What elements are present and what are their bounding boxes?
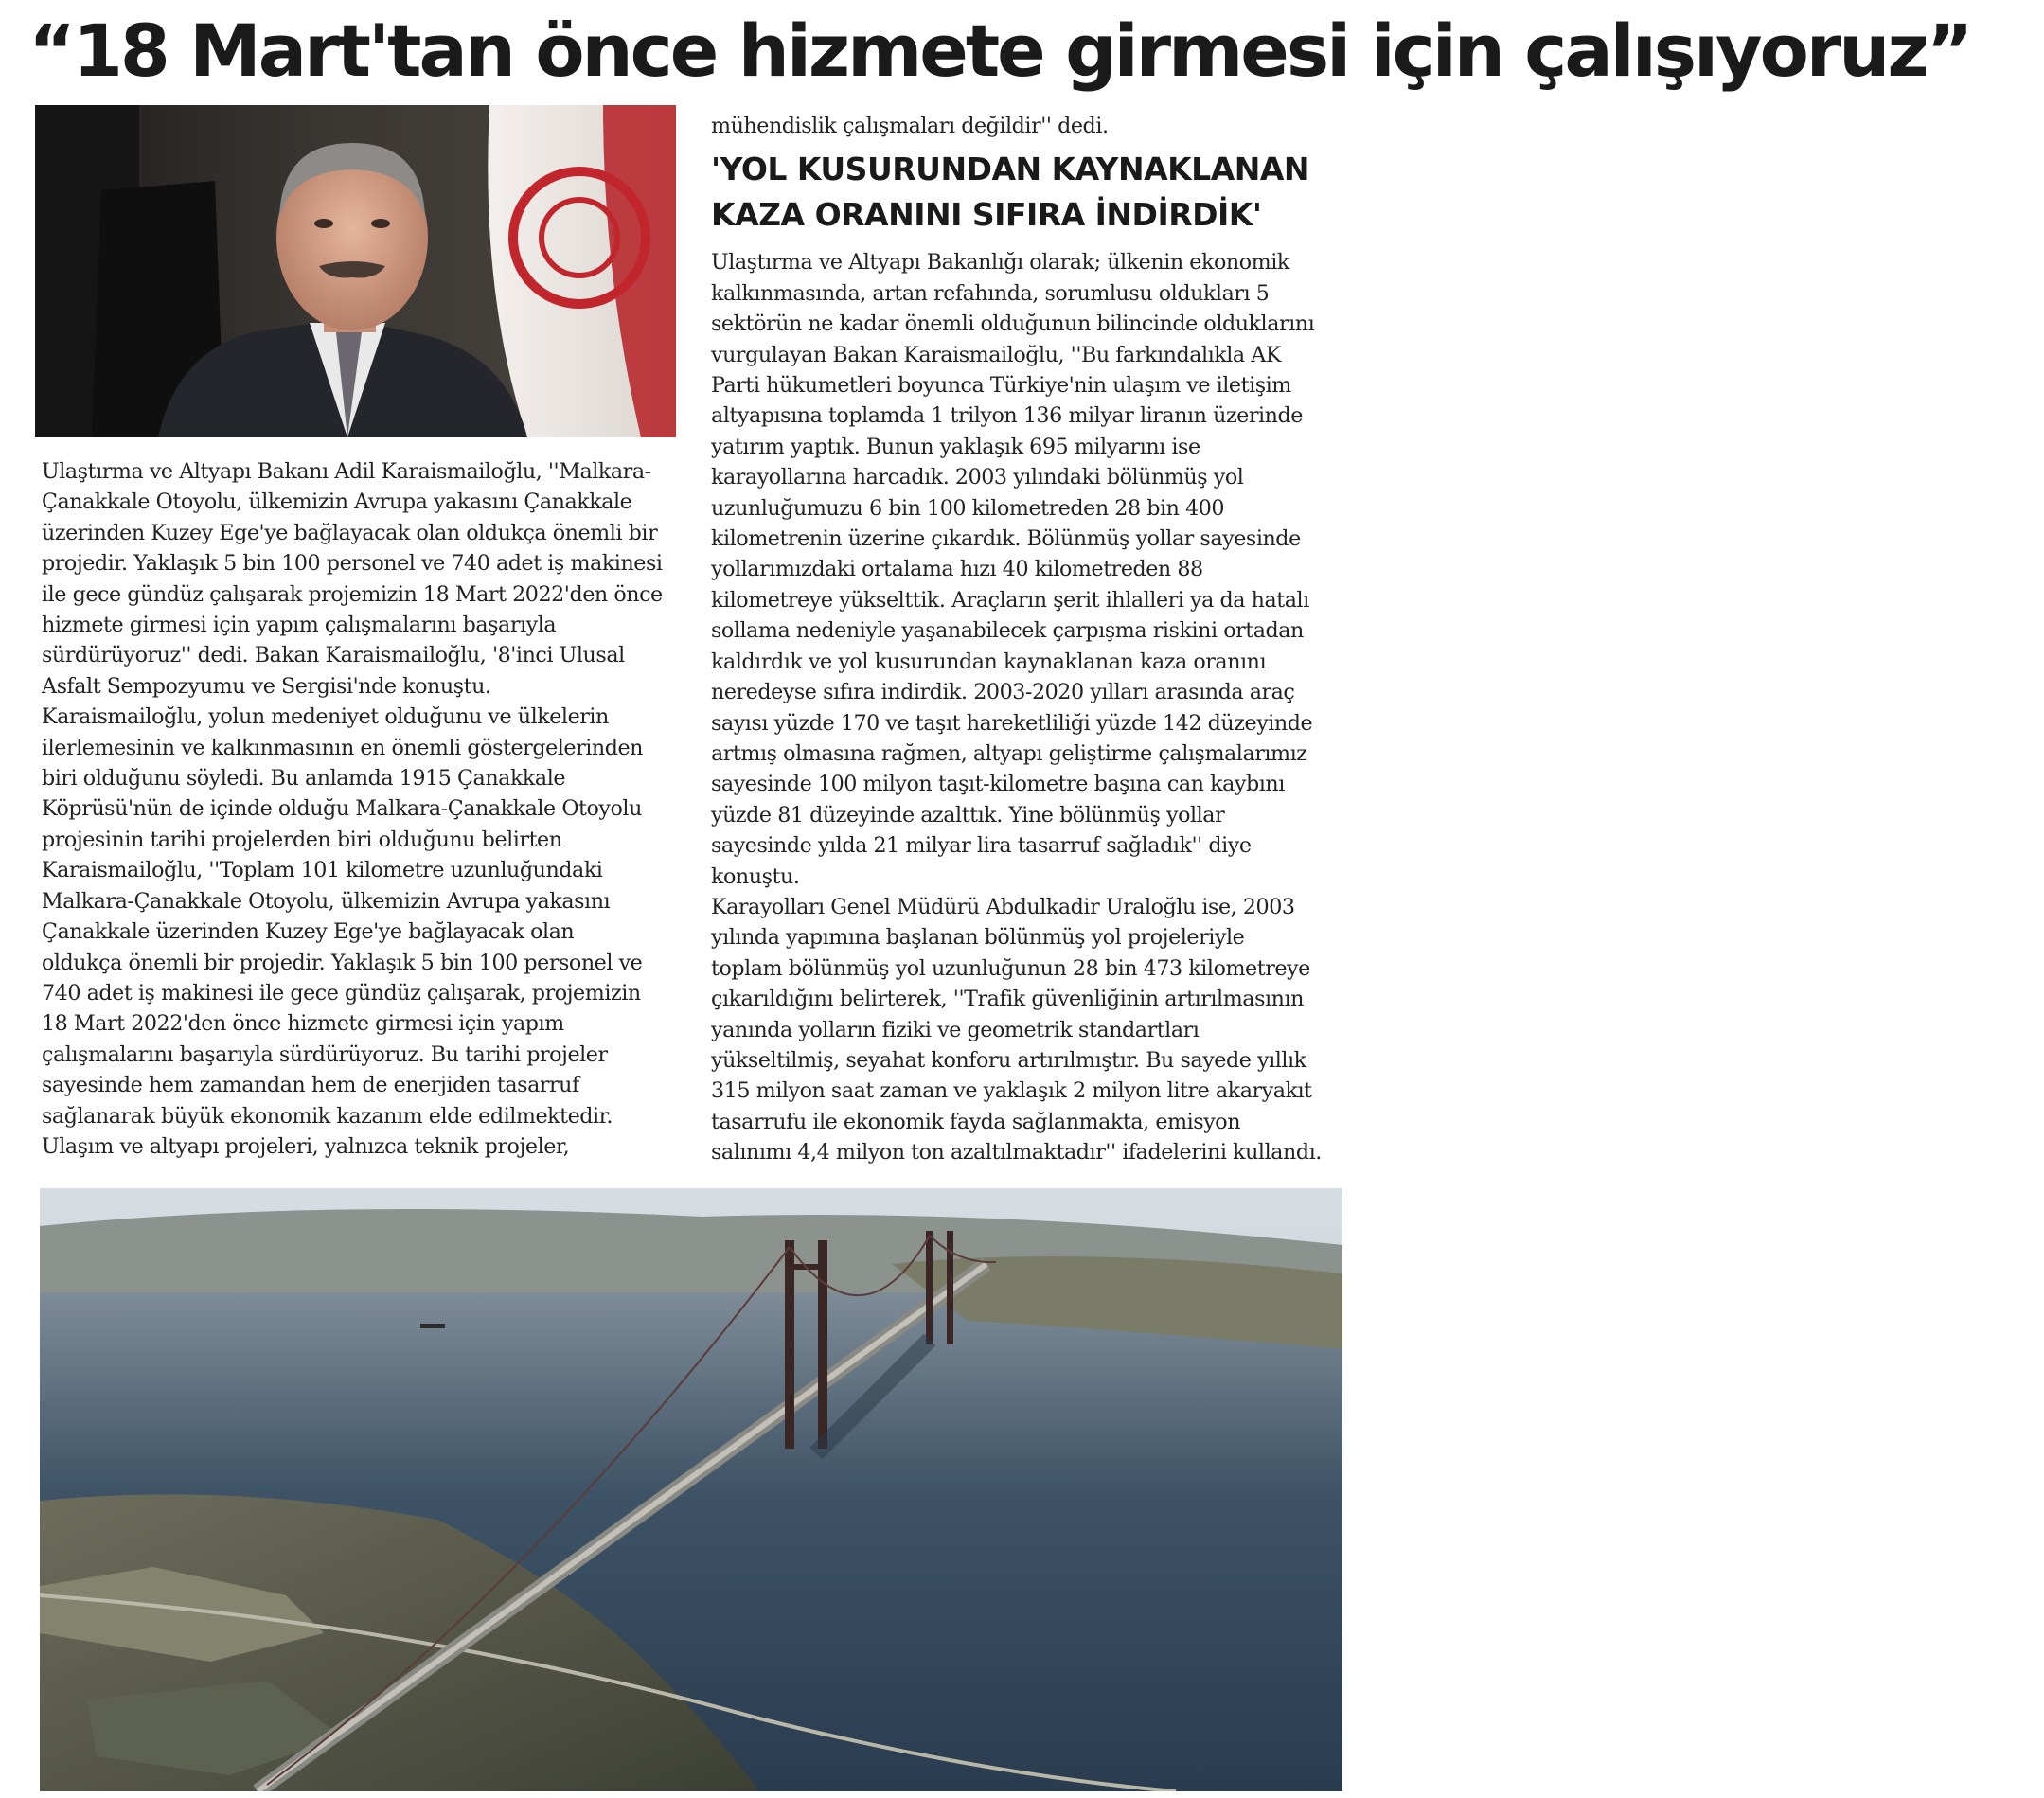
minister-photo (35, 105, 676, 437)
paragraph-ministry-line: sektörün ne kadar önemli olduğunun bilincinde olduklarını (711, 312, 1315, 337)
paragraph-ministry-line: uzunluğumuzu 6 bin 100 kilometreden 28 bin 400 (711, 495, 1225, 521)
paragraph-uraloglu-line: çıkarıldığını belirterek, ''Trafik güvenliğinin artırılmasının (711, 987, 1304, 1012)
paragraph-ministry-line: neredeyse sıfıra indirdik. 2003-2020 yılları arasında araç (711, 680, 1295, 705)
column-1-line: oldukça önemli bir projedir. Yaklaşık 5 bin 100 personel ve (42, 950, 643, 975)
column-1-line: Ulaştırma ve Altyapı Bakanı Adil Karaismailoğlu, ''Malkara- (42, 459, 651, 484)
column-1-line: çalışmalarını başarıyla sürdürüyoruz. Bu tarihi projeler (42, 1041, 608, 1067)
paragraph-ministry (711, 247, 1364, 892)
column-1-line: ilerlemesinin ve kalkınmasının en önemli göstergelerinden (42, 735, 643, 760)
paragraph-ministry-line: yollarımızdaki ortalama hızı 40 kilometreden 88 (711, 557, 1203, 582)
column-1-line: ile gece gündüz çalışarak projemizin 18 Mart 2022'den önce (42, 581, 663, 607)
paragraph-ministry-line: karayollarına harcadık. 2003 yılındaki bölünmüş yol (711, 465, 1244, 490)
paragraph-ministry-line: kilometreye yükselttik. Araçların şerit ihlalleri ya da hatalı (711, 587, 1309, 613)
subheading-line-1: 'YOL KUSURUNDAN KAYNAKLANAN (711, 151, 1310, 188)
column-1-line: 18 Mart 2022'den önce hizmete girmesi için yapım (42, 1011, 564, 1037)
column-1-line: Çanakkale üzerinden Kuzey Ege'ye bağlayacak olan (42, 919, 575, 945)
column-1-line: Çanakkale Otoyolu, ülkemizin Avrupa yakasını Çanakkale (42, 490, 632, 515)
subheading (711, 147, 1364, 238)
column-1-line: Köprüsü'nün de içinde olduğu Malkara-Çanakkale Otoyolu (42, 796, 642, 822)
paragraph-ministry-line: Ulaştırma ve Altyapı Bakanlığı olarak; ülkenin ekonomik (711, 250, 1289, 276)
paragraph-ministry-line: kaldırdık ve yol kusurundan kaynaklanan kaza oranını (711, 649, 1267, 674)
column-2-intro: mühendislik çalışmaları değildir'' dedi. (711, 114, 1109, 138)
article-column-1 (42, 456, 695, 1162)
paragraph-ministry-line: sayesinde 100 milyon taşıt-kilometre başına can kaybını (711, 772, 1285, 797)
paragraph-ministry-line: altyapısına toplamda 1 trilyon 136 milyar liranın üzerinde (711, 403, 1303, 429)
headline: “18 Mart'tan önce hizmete girmesi için çalışıyoruz” (28, 9, 1971, 93)
column-1-line: sayesinde hem zamandan hem de enerjiden tasarruf (42, 1073, 579, 1098)
paragraph-ministry-line: kalkınmasında, artan refahında, sorumlusu oldukları 5 (711, 280, 1270, 306)
paragraph-ministry-line: konuştu. (711, 863, 800, 889)
paragraph-ministry-line: artmış olmasına rağmen, altyapı geliştirme çalışmalarımız (711, 740, 1307, 766)
paragraph-uraloglu-line: toplam bölünmüş yol uzunluğunun 28 bin 473 kilometreye (711, 955, 1310, 981)
column-1-line: hizmete girmesi için yapım çalışmalarını başarıyla (42, 613, 557, 638)
column-1-line: Malkara-Çanakkale Otoyolu, ülkemizin Avrupa yakasını (42, 888, 611, 914)
paragraph-ministry-line: sollama nedeniyle yaşanabilecek çarpışma riskini ortadan (711, 618, 1304, 644)
subheading-line-2: KAZA ORANINI SIFIRA İNDİRDİK' (711, 196, 1262, 234)
paragraph-uraloglu (711, 892, 1364, 1168)
paragraph-ministry-line: yatırım yaptık. Bunun yaklaşık 695 milyarını ise (711, 434, 1200, 459)
article-column-2 (711, 111, 1364, 1168)
paragraph-ministry-line: sayesinde yılda 21 milyar lira tasarruf sağladık'' diye (711, 833, 1252, 859)
column-1-line: biri olduğunu söyledi. Bu anlamda 1915 Çanakkale (42, 766, 566, 792)
paragraph-uraloglu-line: yanında yolların fiziki ve geometrik standartları (711, 1017, 1200, 1042)
column-1-line: üzerinden Kuzey Ege'ye bağlayacak olan oldukça önemli bir (42, 520, 658, 545)
column-1-line: sürdürüyoruz'' dedi. Bakan Karaismailoğlu, '8'inci Ulusal (42, 643, 625, 668)
column-1-line: Ulaşım ve altyapı projeleri, yalnızca teknik projeler, (42, 1133, 570, 1159)
column-1-line: sağlanarak büyük ekonomik kazanım elde edilmektedir. (42, 1103, 613, 1129)
paragraph-uraloglu-line: yükseltilmiş, seyahat konforu artırılmıştır. Bu sayede yıllık (711, 1047, 1306, 1073)
paragraph-uraloglu-line: salınımı 4,4 milyon ton azaltılmaktadır'' ifadelerini kullandı. (711, 1140, 1322, 1166)
paragraph-ministry-line: sayısı yüzde 170 ve taşıt hareketliliği yüzde 142 düzeyinde (711, 710, 1313, 736)
paragraph-uraloglu-line: yılında yapımına başlanan bölünmüş yol projeleriyle (711, 925, 1245, 951)
paragraph-ministry-line: vurgulayan Bakan Karaismailoğlu, ''Bu farkındalıkla AK (711, 342, 1281, 367)
column-1-line: 740 adet iş makinesi ile gece gündüz çalışarak, projemizin (42, 980, 641, 1006)
paragraph-uraloglu-line: tasarrufu ile ekonomik fayda sağlanmakta, emisyon (711, 1109, 1241, 1134)
column-1-line: Karaismailoğlu, yolun medeniyet olduğunu ve ülkelerin (42, 704, 609, 730)
column-1-line: Asfalt Sempozyumu ve Sergisi'nde konuştu. (42, 673, 491, 699)
paragraph-ministry-line: kilometrenin üzerine çıkardık. Bölünmüş yollar sayesinde (711, 526, 1301, 552)
column-1-line: projedir. Yaklaşık 5 bin 100 personel ve 740 adet iş makinesi (42, 551, 663, 577)
paragraph-ministry-line: yüzde 81 düzeyinde azalttık. Yine bölünmüş yollar (711, 802, 1225, 828)
paragraph-uraloglu-line: Karayolları Genel Müdürü Abdulkadir Uraloğlu ise, 2003 (711, 894, 1295, 919)
paragraph-ministry-line: Parti hükumetleri boyunca Türkiye'nin ulaşım ve iletişim (711, 373, 1291, 399)
paragraph-uraloglu-line: 315 milyon saat zaman ve yaklaşık 2 milyon litre akaryakıt (711, 1078, 1312, 1104)
column-1-line: projesinin tarihi projelerden biri olduğunu belirten (42, 827, 562, 852)
column-1-line: Karaismailoğlu, ''Toplam 101 kilometre uzunluğundaki (42, 858, 603, 883)
bridge-aerial-photo (40, 1188, 1342, 1791)
